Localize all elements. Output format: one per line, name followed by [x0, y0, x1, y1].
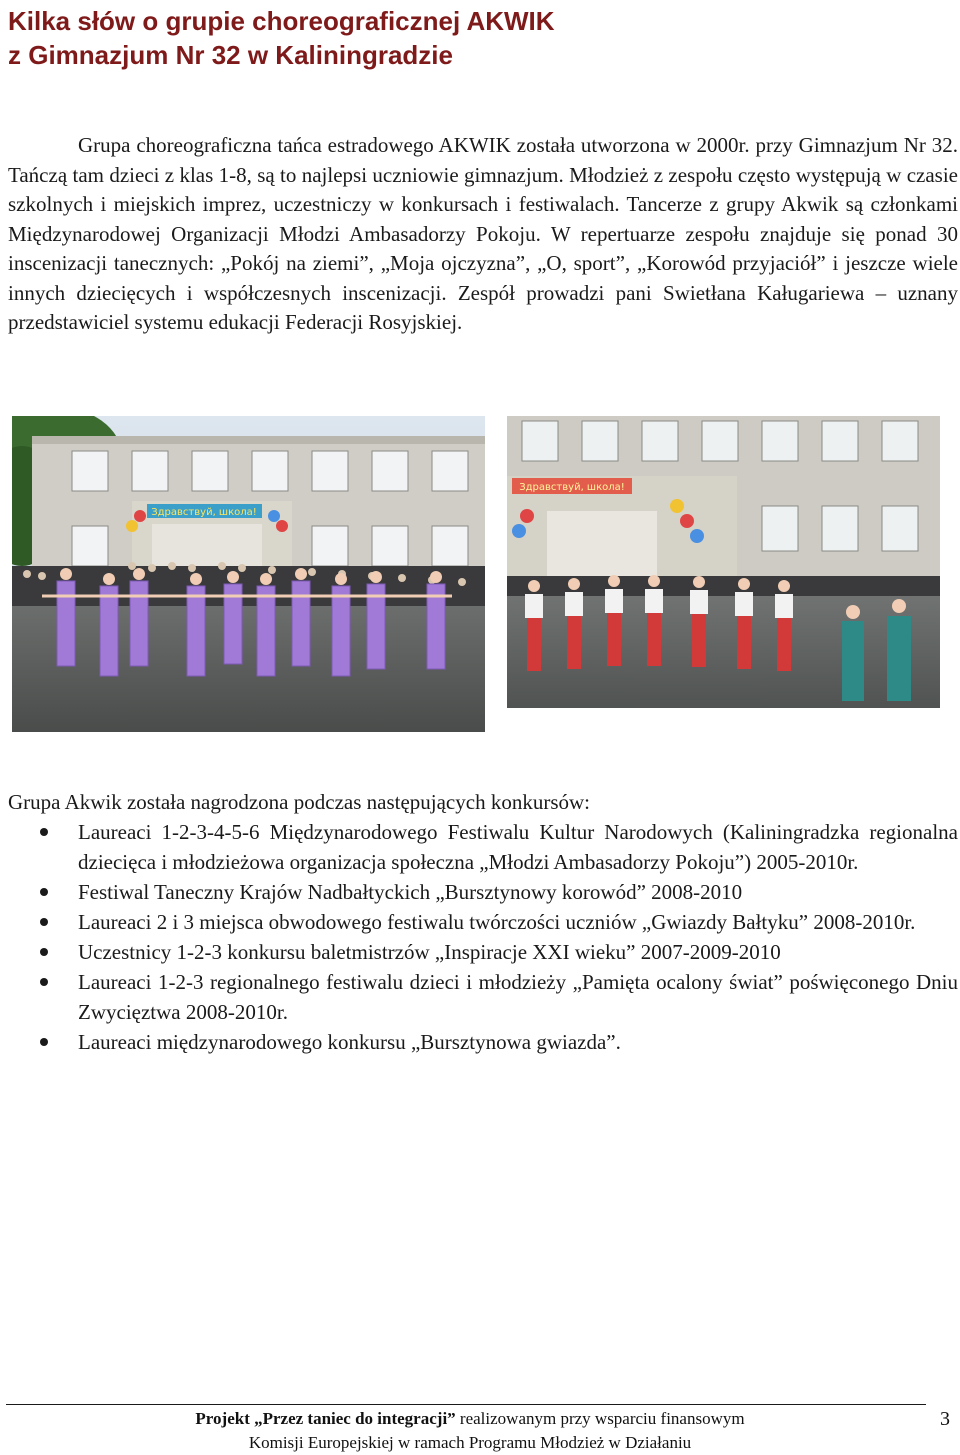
photo-dancers-circle-illustration: [507, 416, 940, 708]
page-footer: [40, 1407, 900, 1455]
page-number: 3: [940, 1408, 950, 1430]
list-item: [8, 967, 958, 1027]
bullet-icon: [40, 1038, 48, 1046]
photo-dancers-purple: [12, 416, 485, 732]
right-photo-banner: Здравствуй, школа!: [519, 482, 625, 493]
bullet-icon: [40, 918, 48, 926]
award-text: Festiwal Taneczny Krajów Nadbałtyckich „Bursztynowy korowód” 2008-2010: [78, 880, 743, 904]
intro-text: Grupa choreograficzna tańca estradowego AKWIK została utworzona w 2000r. przy Gimnazjum Nr 32. Tańczą tam dzieci z klas 1-8, są to najlepsi uczniowie gimnazjum. Młodzież z zespołu często występują w czasie szkolnych i miejskich imprez, uczestniczy w konkursach i festiwalach. Tancerze z grupy Akwik są członkami Międzynarodowej Organizacji Młodzi Ambasadorzy Pokoju. W repertuarze zespołu znajduje się ponad 30 inscenizacji tanecznych: „Pokój na ziemi”, „Moja ojczyzna”, „O, sport”, „Korowód przyjaciół” i jeszcze wiele innych dziecięcych i współczesnych inscenizacji. Zespół prowadzi pani Swietłana Kaługariewa – uznany przedstawiciel systemu edukacji Federacji Rosyjskiej.: [8, 133, 958, 334]
footer-project-name: Projekt „Przez taniec do integracji”: [195, 1409, 456, 1428]
list-item: [8, 937, 958, 967]
list-item: [8, 877, 958, 907]
page-title-line-1: Kilka słów o grupie choreograficznej AKWIK: [8, 6, 555, 36]
list-item: [8, 817, 958, 877]
bullet-icon: [40, 978, 48, 986]
photo-dancers-purple-illustration: [12, 416, 485, 732]
bullet-icon: [40, 948, 48, 956]
award-text: Uczestnicy 1-2-3 konkursu baletmistrzów „Inspiracje XXI wieku” 2007-2009-2010: [78, 940, 781, 964]
award-text: Laureaci międzynarodowego konkursu „Bursztynowa gwiazda”.: [78, 1030, 621, 1054]
award-text: Laureaci 1-2-3 regionalnego festiwalu dzieci i młodzieży „Pamięta ocalony świat” poświęconego Dniu Zwycięztwa 2008-2010r.: [78, 970, 958, 1024]
left-photo-banner: Здравствуй, школа!: [151, 507, 257, 518]
award-text: Laureaci 2 i 3 miejsca obwodowego festiwalu twórczości uczniów „Gwiazdy Bałtyku” 2008-2010r.: [78, 910, 916, 934]
footer-line-1: [40, 1407, 900, 1431]
list-item: [8, 1027, 958, 1057]
bullet-icon: [40, 888, 48, 896]
page-title: [8, 4, 948, 72]
footer-line-2: Komisji Europejskiej w ramach Programu Młodzież w Działaniu: [248, 1433, 692, 1452]
bullet-icon: [40, 828, 48, 836]
awards-list: [8, 817, 958, 1057]
footer-project-rest: realizowanym przy wsparciu finansowym: [459, 1409, 745, 1428]
awards-intro: Grupa Akwik została nagrodzona podczas następujących konkursów:: [8, 790, 590, 814]
list-item: [8, 907, 958, 937]
page-title-line-2: z Gimnazjum Nr 32 w Kaliningradzie: [8, 40, 453, 70]
photo-dancers-circle: [507, 416, 940, 708]
award-text: Laureaci 1-2-3-4-5-6 Międzynarodowego Festiwalu Kultur Narodowych (Kaliningradzka regionalna dziecięca i młodzieżowa organizacja społeczna „Młodzi Ambasadorzy Pokoju”) 2005-2010r.: [78, 820, 958, 874]
footer-divider: [6, 1404, 926, 1405]
intro-paragraph: [8, 131, 958, 338]
